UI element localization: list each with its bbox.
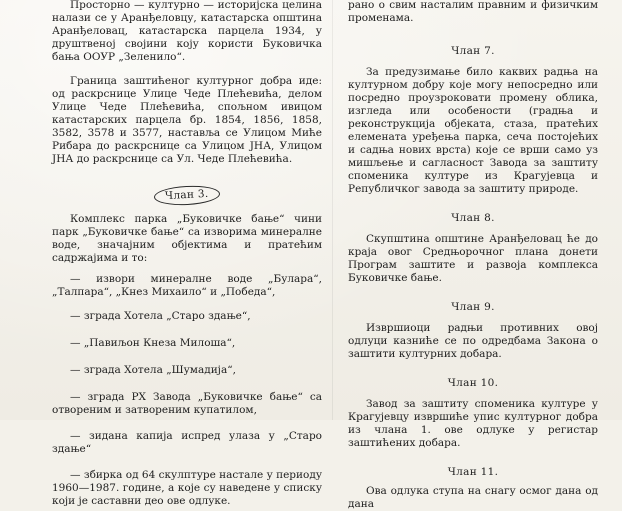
left-column [52,0,322,508]
paragraph-boundary: Граница заштићеног културног добра иде: од раскрснице Улице Чеде Плећевића, делом Улице Чеде Плећевића, спољном ивицом катастарских парцела бр. 1854, 1856, 1858, 3582, 3578 и 3577, наставља се Улицом Миће Рибара до раскрснице са Улицом ЈНА, Улицом ЈНА до раскрснице са Ул. Чеде Плећевића. [52,75,322,165]
paragraph-fragment: рано о свим насталим правним и физичким променама. [348,0,598,24]
list-item: — зидана капија испред улаза у „Старо здање“ [52,430,322,455]
list-item: — зграда Хотела „Старо здање“, [70,310,251,322]
article-10-text: Завод за заштиту споменика културе у Крагујевцу извршиће упис културног добра из члана 1. ове одлуке у регистар заштићених добара. [348,398,598,449]
paragraph-location: Просторно — културно — историјска целина налази се у Аранђеловцу, катастарска општина Аранђеловац, катастарска парцела 1934, у друштвеној својини коју користи Буковичка бања ООУР „Зеленило“. [52,0,322,63]
right-column [348,0,598,511]
list-item: — зграда РХ Завода „Буковичке бање“ са отвореним и затвореним купатилом, [52,391,322,416]
list-item: — „Павиљон Кнеза Милоша“, [70,337,236,349]
article-7-heading: Члан 7. [451,45,495,57]
article-7-text: За предузимање било каквих радња на културном добру које могу непосредно или посредно проузроковати промену облика, изгледа или особености (градња и реконструкција објеката, стаза, пратећих елемената уређења парка, сеча постојећих и садња нових врста) које се врши само уз мишљење и сагласност Завода за заштиту споменика културе из Крагујевца и Републичког завода за заштиту природе. [348,66,598,195]
article-11-heading: Члан 11. [447,466,499,478]
circled-annotation: Члан 3. [154,184,220,206]
list-item: — збирка од 64 скулптуре настале у периоду 1960—1987. године, а које су наведене у списку који је саставни део ове одлуке. [52,469,322,507]
article-10-heading: Члан 10. [447,377,499,389]
article-8-heading: Члан 8. [451,212,495,224]
article-3-heading [52,186,322,205]
article-8-text: Скупштина општине Аранђеловац ће до краја овог Средњорочног плана донети Програм заштите и развоја комплекса Буковичке бање. [348,233,598,284]
column-divider [332,0,333,420]
article-9-heading: Члан 9. [451,301,495,313]
article-11-text: Ова одлука ступа на снагу осмог дана од дана [348,485,598,510]
article-9-text: Извршиоци радњи противних овој одлуци казниће се по одредбама Закона о заштити културних добара. [348,322,598,360]
list-item: — зграда Хотела „Шумадија“, [70,364,236,376]
paragraph-complex: Комплекс парка „Буковичке бање“ чини парк „Буковичке бање“ са изворима минералне воде, значајним објектима и пратећим садржајима и то: [52,213,322,264]
list-item: — извори минералне воде „Булара“, „Талпара“, „Кнез Михаило“ и „Победа“, [52,273,322,298]
